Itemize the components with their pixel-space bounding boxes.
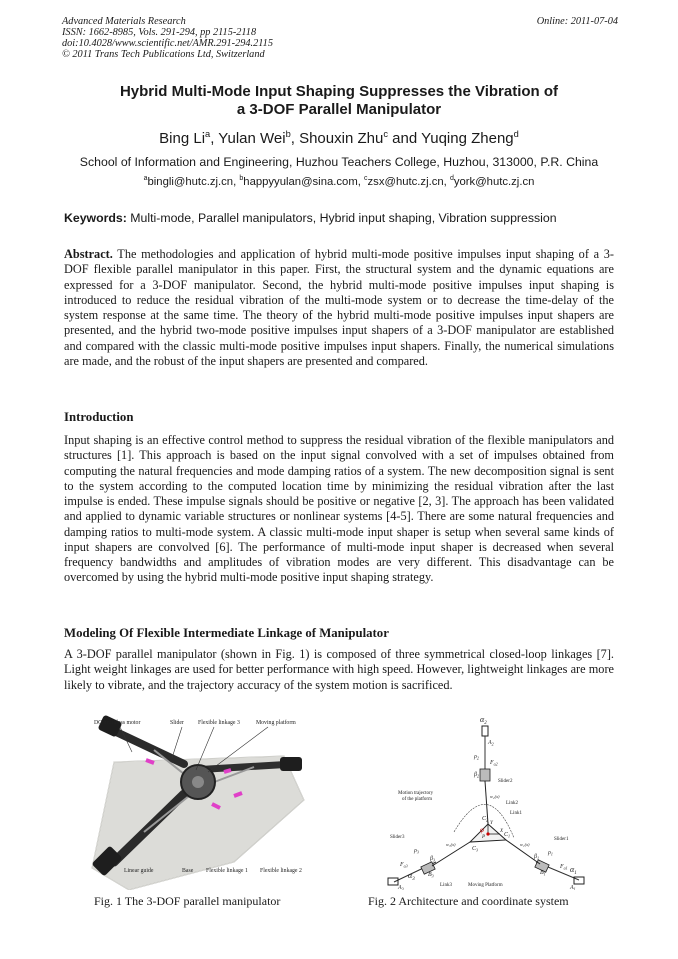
label-b1-main: B [540, 870, 544, 876]
label-c1 [504, 832, 510, 839]
label-x: X [500, 829, 504, 834]
label-b1-sub: 1 [543, 871, 546, 877]
label-flexible-linkage-2: Flexible linkage 2 [260, 868, 302, 874]
label-alpha3-main: α [408, 871, 413, 880]
label-trajectory-1: Motion trajectory [398, 791, 434, 796]
label-alpha1 [570, 865, 577, 876]
separator: , [290, 130, 300, 147]
label-dc-motor: DC brushless motor [94, 720, 141, 726]
author-name: Bing Li [159, 130, 206, 147]
label-beta1-sub: 1 [537, 855, 539, 861]
label-beta3 [429, 856, 435, 863]
label-fa3-main: F [400, 862, 404, 868]
label-a2-sub: 2 [491, 741, 494, 747]
separator: , [443, 176, 450, 188]
point-p [486, 832, 489, 835]
abstract [64, 247, 614, 369]
label-w3: w₃(x) [446, 842, 456, 847]
architecture-diagram [384, 714, 590, 890]
keywords-text: Multi-mode, Parallel manipulators, Hybrid input shaping, Vibration suppression [126, 211, 557, 225]
leader-line [172, 727, 182, 758]
publication-header [62, 16, 618, 60]
section-heading-introduction: Introduction [64, 410, 134, 424]
label-w2: w₂(x) [490, 794, 500, 799]
keywords [64, 211, 624, 225]
label-slider: Slider [170, 720, 184, 726]
label-c2-sub: 2 [486, 817, 489, 823]
email-superscript: c [364, 175, 368, 183]
label-rho3-sub: 3 [416, 849, 419, 855]
label-base: Base [182, 868, 194, 874]
label-slider3: Slider3 [390, 835, 405, 840]
label-b1 [540, 870, 546, 877]
dc-motor-right [280, 757, 302, 771]
author-name: Shouxin Zhu [299, 130, 384, 147]
label-alpha3-sub: 3 [412, 877, 415, 882]
label-c2-main: C [482, 816, 487, 822]
label-moving-platform: Moving platform [256, 720, 296, 726]
label-rho1 [547, 850, 553, 857]
author-superscript: c [383, 129, 388, 139]
label-slider2: Slider2 [498, 779, 513, 784]
modeling-text: A 3-DOF parallel manipulator (shown in Fig. 1) is composed of three symmetrical closed-loop linkages [7]. Light weight linkages are used for better performance with high speed. However, lightweight linkages are more likely to vibrate, and the trajectory accuracy of the system motion is sacrificed. [64, 647, 614, 692]
label-beta1-main: β [534, 854, 537, 860]
abstract-text: The methodologies and application of hybrid multi-mode positive impulses input shaping of a 3-DOF flexible parallel manipulator in this paper. First, the structural system and the dynamic equations are expressed for a 3-DOF manipulator. Second, the hybrid multi-mode positive impulses input shaping is introduced to reduce the residual vibration of the multi-mode system or to decrease the time-delay of the system response at the same time. The theory of the hybrid multi-mode positive impulses input shapers are presented, and the hybrid two-mode positive impulses input shapers of a 3-DOF manipulator are established and compared with the classic multi-mode positive impulses input shapers. Finally, the numerical simulations are made, and the robust of the input shapers are presented and compared. [64, 247, 614, 368]
label-fa1-main: F [560, 864, 564, 870]
separator: , [357, 176, 365, 188]
label-slider1: Slider1 [554, 837, 569, 842]
affiliation: School of Information and Engineering, Huzhou Teachers College, Huzhou, 313000, P.R. China [79, 155, 599, 169]
title-line-1: Hybrid Multi-Mode Input Shaping Suppresses the Vibration of [119, 83, 559, 100]
label-alpha2 [480, 715, 487, 726]
label-trajectory-2: of the platform [402, 797, 432, 802]
title-line-2: a 3-DOF Parallel Manipulator [236, 101, 442, 118]
label-beta2-main: β [474, 772, 477, 778]
email-link[interactable]: york@hutc.zj.cn [453, 176, 535, 188]
label-rho2-sub: 2 [476, 755, 479, 761]
label-beta1 [533, 854, 539, 861]
label-fa1 [559, 864, 568, 871]
label-flexible-linkage-3: Flexible linkage 3 [198, 720, 240, 726]
parallel-manipulator-photo [84, 712, 312, 890]
label-alpha2-main: α [480, 715, 485, 724]
online-date: Online: 2011-07-04 [536, 16, 618, 27]
marker [146, 760, 154, 763]
label-fa1-sub: a1 [563, 865, 568, 871]
label-fa3-sub: a3 [403, 863, 408, 869]
introduction-text: Input shaping is an effective control method to suppress the residual vibration of the flexible manipulators and structures [1]. This approach is based on the input signal convolved with a set of impulses obtained from computing the natural frequencies and mode damping ratios of a system. The new decomposition signal is sent to the system according to the computed location time by minimizing the residual vibration after the last impulse is ended. These impulse signals should be positive or negative [2, 3]. The approach has been validated and applied to dynamic variable structures or nonlinear systems [4-5]. There are some natural frequencies and damping ratios to multi-mode system. A classic multi-mode input shaper is setup when several same kinds of input shapers are convolved [6]. The performance of multi-mode input shaper is decreased when several frequency bandwidths and amplitudes of vibration modes are very different. This disadvantage can be overcomed by using the hybrid multi-mode positive input shaping strategy. [64, 433, 614, 585]
moving-platform-hub [192, 776, 204, 788]
author-list [40, 130, 638, 147]
label-c1-sub: 1 [508, 833, 511, 839]
figure-1-caption: Fig. 1 The 3-DOF parallel manipulator [94, 894, 281, 908]
label-y: Y [490, 821, 493, 826]
motor-a3 [388, 878, 398, 885]
label-link3: Link3 [440, 883, 452, 888]
label-b3-main: B [428, 872, 432, 878]
label-c3-main: C [472, 846, 477, 852]
label-beta2-sub: 2 [477, 773, 479, 779]
issn: ISSN: 1662-8985, Vols. 291-294, pp 2115-2118 [62, 27, 257, 38]
label-b3-sub: 3 [431, 873, 434, 879]
section-heading-modeling: Modeling Of Flexible Intermediate Linkage of Manipulator [64, 626, 389, 640]
email-link[interactable]: zsx@hutc.zj.cn [367, 176, 444, 188]
label-rho1-main: ρ [548, 850, 551, 856]
label-link1: Link1 [510, 811, 522, 816]
label-beta2 [473, 772, 479, 779]
label-flexible-linkage-1: Flexible linkage 1 [206, 868, 248, 874]
label-c3 [472, 846, 478, 853]
email-superscript: d [449, 175, 454, 183]
label-rho3-main: ρ [414, 848, 417, 854]
figure-1 [84, 712, 312, 890]
label-rho2-main: ρ [474, 754, 477, 760]
figure-2-caption: Fig. 2 Architecture and coordinate system [368, 894, 569, 908]
separator: , [210, 130, 219, 147]
label-fa2 [489, 760, 498, 767]
label-alpha2-sub: 2 [484, 721, 487, 726]
label-a2-main: A [488, 740, 492, 746]
label-a3-main: A [398, 885, 402, 890]
email-list [20, 176, 658, 188]
marker [234, 793, 242, 796]
email-link[interactable]: happyyulan@sina.com [243, 176, 358, 188]
label-fa2-main: F [490, 760, 494, 766]
label-rho1-sub: 1 [550, 851, 553, 857]
label-moving-platform: Moving Platform [468, 883, 503, 888]
journal-name: Advanced Materials Research [62, 16, 186, 27]
label-a1 [569, 885, 576, 890]
email-superscript: b [239, 175, 244, 183]
email-superscript: a [143, 175, 148, 183]
label-alpha1-sub: 1 [574, 871, 577, 876]
marker [224, 770, 231, 772]
email-link[interactable]: bingli@hutc.zj.cn [147, 176, 234, 188]
label-a1-sub: 1 [573, 886, 576, 890]
label-link2: Link2 [506, 801, 518, 806]
paper-title [40, 83, 638, 119]
label-a3-sub: 3 [401, 886, 404, 890]
motor-a2 [482, 726, 488, 736]
slider-2-block [480, 769, 490, 781]
label-rho3 [413, 848, 419, 855]
label-c2 [482, 816, 488, 823]
author-name: Yulan Wei [218, 130, 286, 147]
label-c3-sub: 3 [476, 847, 479, 853]
label-w1: w₁(x) [520, 842, 530, 847]
label-beta3-main: β [430, 856, 433, 862]
separator: and [387, 130, 422, 147]
author-name: Yuqing Zheng [421, 130, 514, 147]
label-phi: φ [480, 826, 484, 834]
label-b3 [428, 872, 434, 879]
label-fa2-sub: a2 [493, 761, 498, 767]
label-a1-main: A [570, 885, 574, 890]
label-a2 [487, 740, 494, 747]
author-superscript: b [285, 129, 291, 139]
label-beta3-sub: 3 [433, 857, 435, 863]
label-alpha1-main: α [570, 865, 575, 874]
copyright: © 2011 Trans Tech Publications Ltd, Switzerland [62, 49, 265, 60]
label-c1-main: C [504, 832, 509, 838]
author-superscript: a [205, 129, 211, 139]
abstract-label: Abstract. [64, 247, 113, 261]
label-fa3 [399, 862, 408, 869]
label-p: P [482, 835, 486, 840]
separator: , [233, 176, 240, 188]
keywords-label: Keywords: [64, 211, 127, 225]
label-rho2 [473, 754, 479, 761]
label-linear-guide: Linear guide [124, 868, 154, 874]
figure-2 [384, 714, 590, 890]
author-superscript: d [513, 129, 519, 139]
doi: doi:10.4028/www.scientific.net/AMR.291-294.2115 [62, 38, 273, 49]
label-a3 [397, 885, 404, 890]
